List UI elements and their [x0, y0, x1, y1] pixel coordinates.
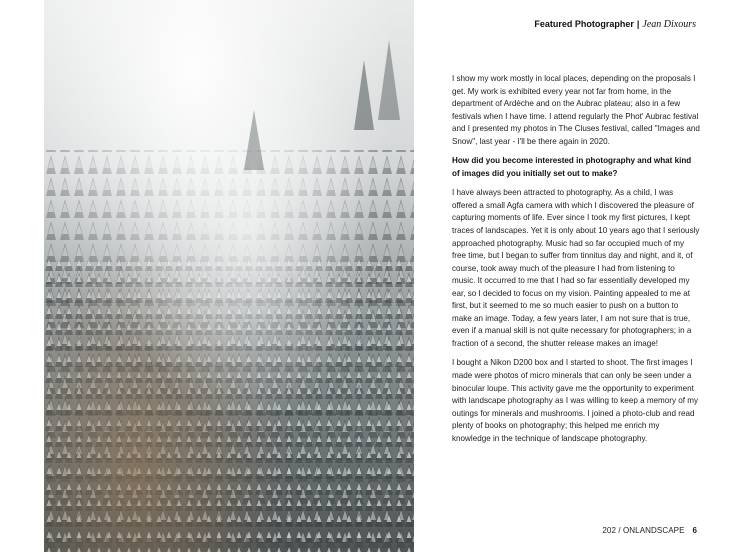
article-paragraph-3: I bought a Nikon D200 box and I started to shoot. The first images I made were photos of micro minerals that can only be seen under a binocular loupe. This activity gave me the opportunity to experiment with landscape photography as I was willing to keep a memory of my outings for minerals and mushrooms. I joined a photo-club and read plenty of books on photography; this helped me enrich my knowledge in the technique of landscape photography. [452, 358, 699, 443]
header-separator: | [636, 19, 640, 29]
header-section: Featured Photographer [534, 19, 634, 29]
article-paragraph-1: I show my work mostly in local places, depending on the proposals I get. My work is exhibited every year not far from home, in the department of Ardèche and on the Aubrac plateau; also in a few festivals when I have time. I attend regularly the Phot' Aubrac festival and I presented my photos in The Cluses festival, called "Images and Snow", last year - I'll be there again in 2020. [452, 74, 700, 146]
page-number: 6 [692, 526, 697, 535]
header-author: Jean Dixours [642, 19, 696, 30]
running-header [534, 19, 696, 30]
article-body [452, 73, 700, 452]
publication-name: 202 / ONLANDSCAPE [602, 526, 685, 535]
page-footer [602, 526, 697, 535]
interview-question: How did you become interested in photography and what kind of images did you initially set out to make? [452, 156, 692, 178]
article-paragraph-2: I have always been attracted to photography. As a child, I was offered a small Agfa camera with which I discovered the pleasure of capturing moments of life. Ever since I took my first pictures, I kept traces of landscapes. Yet it is only about 10 years ago that I seriously approached photography. Music had so far occupied much of my free time, but I began to suffer from tinnitus day and night, and it, of course, took away much of the pleasure I had from listening to music. It occurred to me that I had so far essentially developed my ear, so I decided to focus on my vision. Painting appealed to me at first, but it seemed to me so much easier to push on a button to make an image. Today, a few years later, I am not sure that is true, even if a manual skill is not quite necessary for photographers; in a fraction of a second, the shutter release makes an image! [452, 188, 700, 348]
snow-forest-image [44, 0, 414, 552]
forest-photo [44, 0, 414, 552]
